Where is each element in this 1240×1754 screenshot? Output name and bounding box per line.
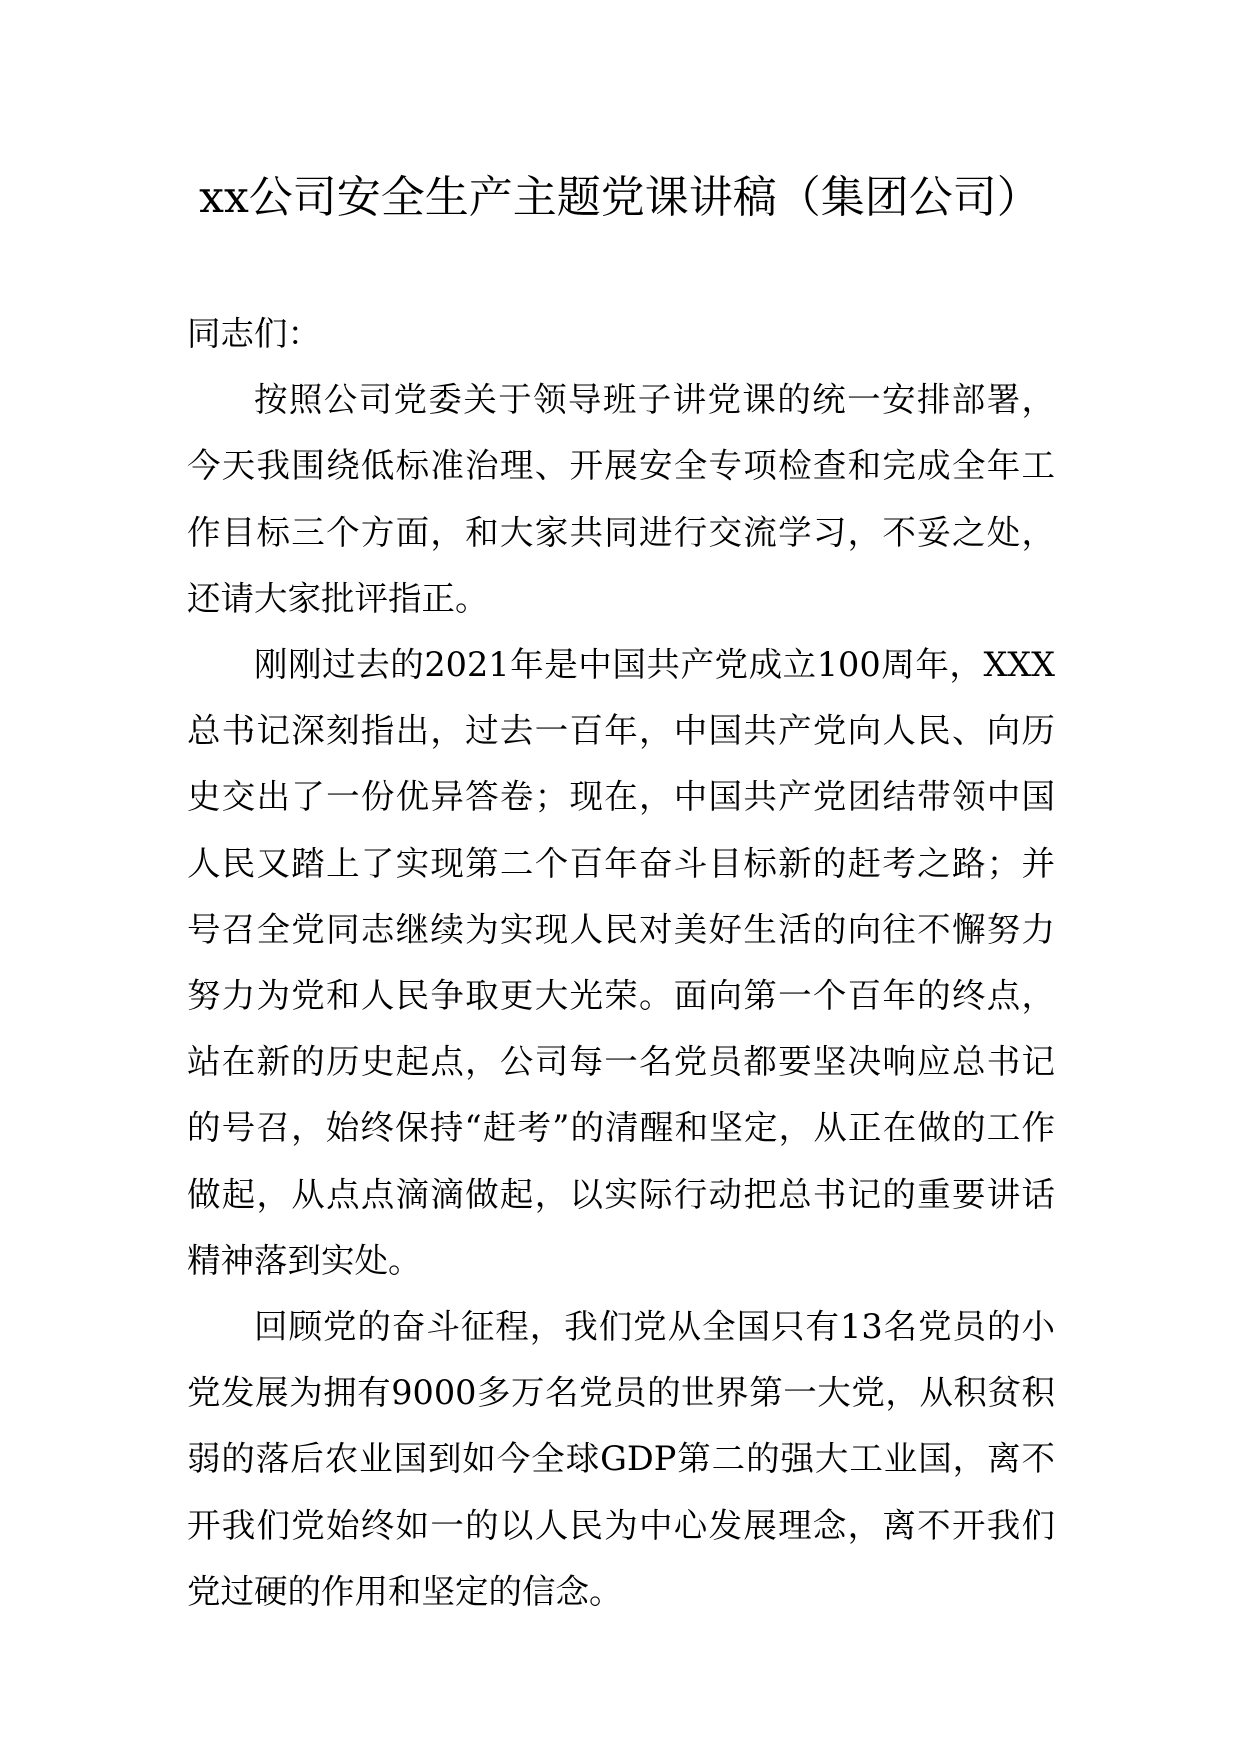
document-body — [187, 301, 1055, 1625]
salutation: 同志们： — [187, 314, 321, 353]
paragraph-2: 刚刚过去的2021年是中国共产党成立100周年，XXX总书记深刻指出，过去一百年，中国共产党向人民、向历史交出了一份优异答卷；现在，中国共产党团结带领中国人民又踏上了实现第二个百年奋斗目标新的赶考之路；并号召全党同志继续为实现人民对美好生活的向往不懈努力努力为党和人民争取更大光荣。面向第一个百年的终点，站在新的历史起点，公司每一名党员都要坚决响应总书记的号召，始终保持“赶考”的清醒和坚定，从正在做的工作做起，从点点滴滴做起，以实际行动把总书记的重要讲话精神落到实处。 — [187, 645, 1055, 1280]
document-title: xx公司安全生产主题党课讲稿（集团公司） — [199, 172, 1041, 223]
paragraph-3: 回顾党的奋斗征程，我们党从全国只有13名党员的小党发展为拥有9000多万名党员的世界第一大党，从积贫积弱的落后农业国到如今全球GDP第二的强大工业国，离不开我们党始终如一的以人民为中心发展理念，离不开我们党过硬的作用和坚定的信念。 — [187, 1307, 1055, 1611]
paragraph-1: 按照公司党委关于领导班子讲党课的统一安排部署，今天我围绕低标准治理、开展安全专项检查和完成全年工作目标三个方面，和大家共同进行交流学习，不妥之处，还请大家批评指正。 — [187, 380, 1055, 618]
